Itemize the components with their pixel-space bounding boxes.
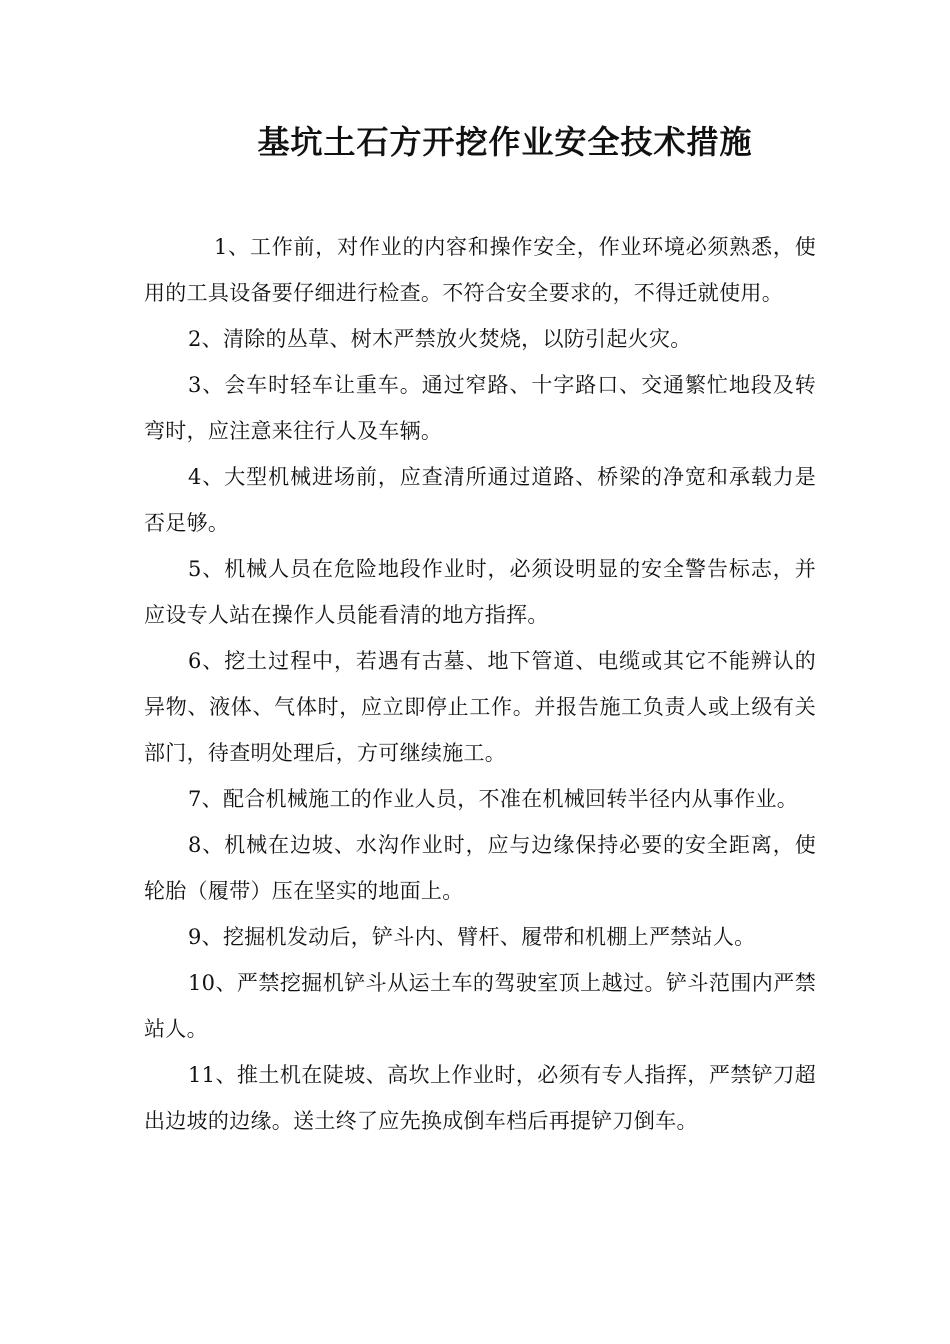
paragraph-10: 10、严禁挖掘机铲斗从运土车的驾驶室顶上越过。铲斗范围内严禁站人。	[144, 971, 816, 1041]
paragraph-7: 7、配合机械施工的作业人员，不准在机械回转半径内从事作业。	[188, 787, 799, 811]
paragraph-1: 1、工作前，对作业的内容和操作安全，作业环境必须熟悉，使用的工具设备要仔细进行检查。不符合安全要求的，不得迁就使用。	[144, 235, 816, 305]
document-body	[144, 224, 816, 1144]
document-title: 基坑土石方开挖作业安全技术措施	[257, 123, 753, 161]
paragraph-4: 4、大型机械进场前，应查清所通过道路、桥梁的净宽和承载力是否足够。	[144, 465, 816, 535]
paragraph-8: 8、机械在边坡、水沟作业时，应与边缘保持必要的安全距离，使轮胎（履带）压在坚实的地面上。	[144, 833, 816, 903]
paragraph-5: 5、机械人员在危险地段作业时，必须设明显的安全警告标志，并应设专人站在操作人员能看清的地方指挥。	[144, 557, 816, 627]
paragraph-9: 9、挖掘机发动后，铲斗内、臂杆、履带和机棚上严禁站人。	[188, 925, 756, 949]
paragraph-2: 2、清除的丛草、树木严禁放火焚烧，以防引起火灾。	[188, 327, 692, 351]
paragraph-3: 3、会车时轻车让重车。通过窄路、十字路口、交通繁忙地段及转弯时，应注意来往行人及车辆。	[144, 373, 816, 443]
paragraph-6: 6、挖土过程中，若遇有古墓、地下管道、电缆或其它不能辨认的异物、液体、气体时，应立即停止工作。并报告施工负责人或上级有关部门，待查明处理后，方可继续施工。	[144, 649, 816, 765]
paragraph-11: 11、推土机在陡坡、高坎上作业时，必须有专人指挥，严禁铲刀超出边坡的边缘。送土终了应先换成倒车档后再提铲刀倒车。	[144, 1063, 816, 1133]
